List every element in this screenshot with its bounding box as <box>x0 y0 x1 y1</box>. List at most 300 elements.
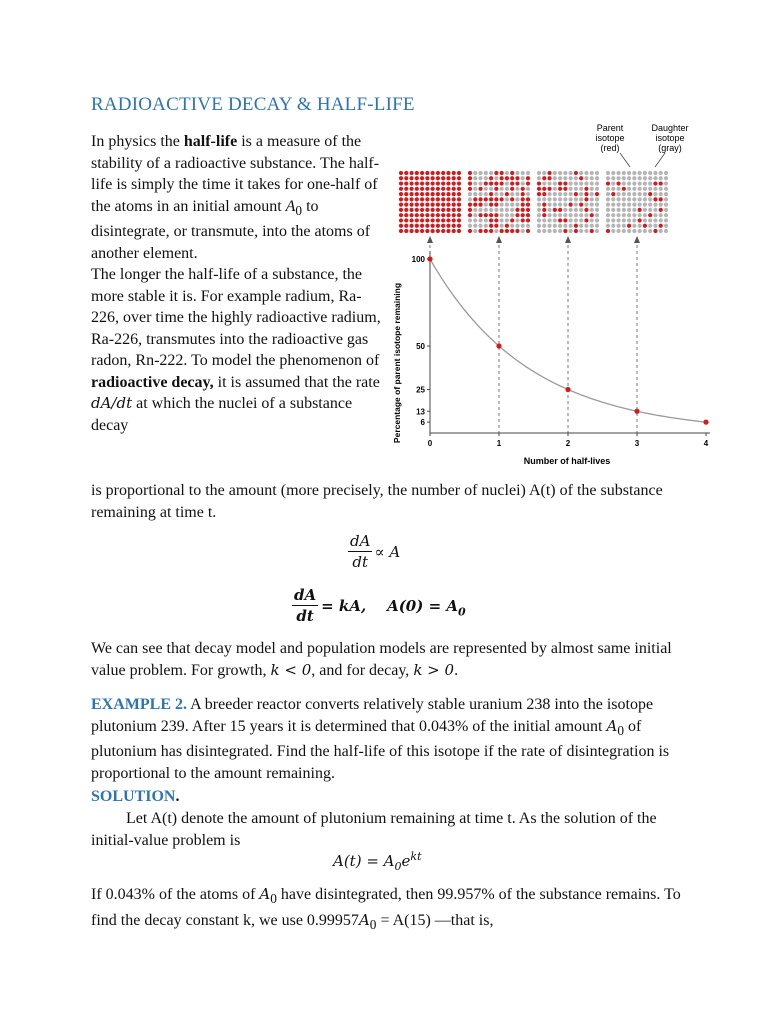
grid-dot <box>425 176 429 180</box>
grid-dot <box>584 187 588 191</box>
intro-text-3: to disintegrate, or transmute, into the atoms of another element. <box>91 197 371 262</box>
grid-dot <box>622 197 626 201</box>
grid-dot <box>595 203 599 207</box>
grid-dot <box>404 218 408 222</box>
grid-dot <box>632 181 636 185</box>
grid-dot <box>404 181 408 185</box>
grid-dot <box>622 187 626 191</box>
grid-dot <box>468 208 472 212</box>
grid-dot <box>574 218 578 222</box>
grid-dot <box>553 218 557 222</box>
eq1-denominator: dt <box>352 553 369 571</box>
grid-dot <box>579 197 583 201</box>
grid-dot <box>622 181 626 185</box>
grid-dot <box>505 208 509 212</box>
grid-dot <box>399 187 403 191</box>
grid-dot <box>547 181 551 185</box>
grid-dot <box>436 192 440 196</box>
grid-dot <box>569 192 573 196</box>
grid-dot <box>521 203 525 207</box>
grid-dot <box>606 208 610 212</box>
grid-dot <box>622 218 626 222</box>
grid-dot <box>622 176 626 180</box>
grid-dot <box>638 213 642 217</box>
grid-dot <box>606 187 610 191</box>
grid-dot <box>579 208 583 212</box>
grid-dot <box>473 224 477 228</box>
grid-dot <box>478 208 482 212</box>
grid-dot <box>627 192 631 196</box>
grid-dot <box>569 171 573 175</box>
grid-dot <box>616 176 620 180</box>
grid-dot <box>409 218 413 222</box>
eq1-fraction <box>348 532 372 571</box>
eq3-lhs: A(t) = A <box>333 852 395 870</box>
grid-dot <box>452 176 456 180</box>
grid-dot <box>659 213 663 217</box>
grid-dot <box>409 208 413 212</box>
grid-dot <box>574 181 578 185</box>
grid-dot <box>457 213 461 217</box>
grid-dot <box>632 208 636 212</box>
para3-text-2: , and for decay, <box>311 661 414 679</box>
grid-dot <box>563 171 567 175</box>
grid-dot <box>489 192 493 196</box>
grid-dot <box>553 176 557 180</box>
grid-dot <box>478 218 482 222</box>
grid-dot <box>574 208 578 212</box>
grid-dot <box>505 187 509 191</box>
grid-dot <box>425 229 429 233</box>
grid-dot <box>563 192 567 196</box>
grid-dot <box>569 203 573 207</box>
grid-dot <box>526 213 530 217</box>
grid-dot <box>489 213 493 217</box>
example-text-2: of plutonium has disintegrated. Find the half-life of this isotope if the rate of disintegration is proportional to the amount remaining. <box>91 717 670 782</box>
grid-dot <box>484 171 488 175</box>
y-tick-label-100: 100 <box>411 255 425 264</box>
grid-dot <box>653 213 657 217</box>
intro-a0-sub: 0 <box>295 202 303 218</box>
grid-dot <box>431 192 435 196</box>
grid-dot <box>542 229 546 233</box>
grid-dot <box>632 176 636 180</box>
x-tick-label-4: 4 <box>703 439 709 448</box>
grid-dot <box>425 203 429 207</box>
legend-daughter-line3: (gray) <box>658 143 682 153</box>
grid-dot <box>579 192 583 196</box>
intro-paragraph <box>91 131 381 436</box>
grid-dot <box>468 197 472 201</box>
grid-dot <box>446 187 450 191</box>
grid-dot <box>632 187 636 191</box>
grid-dot <box>537 197 541 201</box>
grid-dot <box>521 224 525 228</box>
grid-dot <box>404 197 408 201</box>
grid-dot <box>664 203 668 207</box>
grid-dot <box>648 181 652 185</box>
grid-dot <box>584 213 588 217</box>
grid-dot <box>431 171 435 175</box>
grid-dot <box>664 181 668 185</box>
grid-dot <box>653 197 657 201</box>
grid-dot <box>409 213 413 217</box>
grid-dot <box>526 181 530 185</box>
grid-dot <box>590 181 594 185</box>
grid-dot <box>521 187 525 191</box>
grid-dot <box>627 208 631 212</box>
grid-dot <box>553 197 557 201</box>
grid-dot <box>664 229 668 233</box>
grid-dot <box>553 224 557 228</box>
grid-dot <box>563 197 567 201</box>
x-tick-label-1: 1 <box>496 439 502 448</box>
grid-dot <box>431 197 435 201</box>
grid-dot <box>468 229 472 233</box>
grid-dot <box>431 229 435 233</box>
grid-dot <box>420 203 424 207</box>
grid-dot <box>558 176 562 180</box>
grid-dot <box>452 203 456 207</box>
grid-dot <box>468 181 472 185</box>
grid-dot <box>584 229 588 233</box>
grid-dot <box>425 192 429 196</box>
example-a0-sub: 0 <box>617 722 624 738</box>
eq1-numerator: dA <box>350 532 371 550</box>
grid-dot <box>420 229 424 233</box>
grid-dot <box>515 171 519 175</box>
grid-dot <box>584 208 588 212</box>
grid-dot <box>638 192 642 196</box>
grid-dot <box>484 181 488 185</box>
grid-dot <box>468 171 472 175</box>
grid-dot <box>473 187 477 191</box>
grid-dot <box>494 176 498 180</box>
grid-dot <box>500 176 504 180</box>
grid-dot <box>404 229 408 233</box>
grid-dot <box>468 203 472 207</box>
y-tick-label-6: 6 <box>420 418 425 428</box>
grid-dot <box>664 176 668 180</box>
grid-dot <box>415 208 419 212</box>
eq2-rhs: = kA, A(0) = A <box>321 596 458 615</box>
grid-dot <box>420 224 424 228</box>
grid-dot <box>659 192 663 196</box>
grid-dot <box>452 208 456 212</box>
grid-dot <box>521 197 525 201</box>
grid-dot <box>457 171 461 175</box>
grid-dot <box>611 203 615 207</box>
grid-dot <box>484 203 488 207</box>
grid-dot <box>606 197 610 201</box>
grid-dot <box>510 218 514 222</box>
grid-dot <box>494 208 498 212</box>
grid-dot <box>569 187 573 191</box>
grid-dot <box>409 171 413 175</box>
grid-dot <box>627 181 631 185</box>
legend-parent-line3: (red) <box>600 143 620 153</box>
grid-dot <box>510 181 514 185</box>
grid-dot <box>431 176 435 180</box>
grid-dot <box>526 208 530 212</box>
grid-dot <box>489 176 493 180</box>
grid-dot <box>425 171 429 175</box>
grid-dot <box>526 224 530 228</box>
grid-dot <box>569 176 573 180</box>
legend-daughter-line1: Daughter <box>651 123 689 133</box>
grid-dot <box>468 213 472 217</box>
grid-dot <box>574 171 578 175</box>
grid-dot <box>553 213 557 217</box>
legend-daughter-line2: isotope <box>655 133 685 143</box>
grid-dot <box>648 218 652 222</box>
data-point-1 <box>496 343 501 348</box>
grid-dot <box>510 203 514 207</box>
grid-dot <box>595 218 599 222</box>
grid-dot <box>653 176 657 180</box>
grid-dot <box>595 192 599 196</box>
grid-dot <box>500 218 504 222</box>
grid-dot <box>659 187 663 191</box>
grid-dot <box>500 224 504 228</box>
grid-dot <box>606 171 610 175</box>
eq2-sub: 0 <box>458 605 466 619</box>
grid-dot <box>478 213 482 217</box>
last-text-1: If 0.043% of the atoms of <box>91 886 260 903</box>
grid-dot <box>425 218 429 222</box>
grid-dot <box>664 197 668 201</box>
grid-dot <box>584 203 588 207</box>
grid-dot <box>415 171 419 175</box>
grid-dot <box>500 203 504 207</box>
grid-dot <box>622 171 626 175</box>
grid-dot <box>632 171 636 175</box>
grid-dot <box>515 229 519 233</box>
grid-dot <box>590 197 594 201</box>
grid-dot <box>611 208 615 212</box>
grid-dot <box>489 187 493 191</box>
grid-dot <box>611 171 615 175</box>
grid-dot <box>606 213 610 217</box>
grid-dot <box>616 224 620 228</box>
grid-dot <box>606 192 610 196</box>
grid-dot <box>515 176 519 180</box>
grid-dot <box>436 181 440 185</box>
arrow-head-0 <box>427 236 433 243</box>
grid-dot <box>446 218 450 222</box>
grid-dot <box>579 213 583 217</box>
grid-dot <box>659 197 663 201</box>
grid-dot <box>574 187 578 191</box>
grid-dot <box>399 224 403 228</box>
grid-dot <box>648 171 652 175</box>
grid-dot <box>409 224 413 228</box>
grid-dot <box>553 229 557 233</box>
grid-dot <box>627 171 631 175</box>
grid-dot <box>446 181 450 185</box>
grid-dot <box>584 176 588 180</box>
grid-dot <box>457 192 461 196</box>
grid-dot <box>595 229 599 233</box>
grid-dot <box>616 218 620 222</box>
last-a0: A <box>259 885 271 903</box>
page-title: RADIOACTIVE DECAY & HALF-LIFE <box>91 94 415 115</box>
grid-dot <box>399 197 403 201</box>
grid-dot <box>399 181 403 185</box>
grid-dot <box>558 203 562 207</box>
grid-dot <box>500 181 504 185</box>
grid-dot <box>484 197 488 201</box>
eq1-rhs: ∝ A <box>374 542 401 561</box>
grid-dot <box>606 218 610 222</box>
grid-dot <box>574 176 578 180</box>
grid-dot <box>632 213 636 217</box>
grid-dot <box>653 218 657 222</box>
grid-dot <box>542 176 546 180</box>
grid-dot <box>452 213 456 217</box>
y-tick-label-25: 25 <box>416 385 425 395</box>
grid-dot <box>648 208 652 212</box>
grid-dot <box>627 203 631 207</box>
eq2-denominator: dt <box>296 607 314 625</box>
solution-paragraph <box>91 808 691 851</box>
grid-dot <box>611 218 615 222</box>
grid-dot <box>441 224 445 228</box>
grid-dot <box>558 218 562 222</box>
grid-dot <box>510 187 514 191</box>
grid-dot <box>473 171 477 175</box>
grid-dot <box>627 229 631 233</box>
para3-text-3: . <box>454 661 459 679</box>
grid-dot <box>542 213 546 217</box>
grid-dot <box>653 171 657 175</box>
grid-dot <box>436 213 440 217</box>
eq3-sub: 0 <box>394 860 402 873</box>
grid-dot <box>569 181 573 185</box>
grid-dot <box>643 224 647 228</box>
grid-dot <box>526 218 530 222</box>
grid-dot <box>664 208 668 212</box>
arrow-head-2 <box>565 236 571 243</box>
grid-dot <box>643 192 647 196</box>
grid-dot <box>547 229 551 233</box>
grid-dot <box>446 197 450 201</box>
grid-dot <box>553 181 557 185</box>
isotope-grid-0 <box>399 171 461 233</box>
grid-dot <box>441 213 445 217</box>
grid-dot <box>404 187 408 191</box>
grid-dot <box>579 176 583 180</box>
grid-dot <box>425 208 429 212</box>
grid-dot <box>399 213 403 217</box>
example-label: EXAMPLE 2. <box>91 696 187 713</box>
grid-dot <box>659 203 663 207</box>
grid-dot <box>409 181 413 185</box>
grid-dot <box>595 181 599 185</box>
grid-dot <box>505 224 509 228</box>
grid-dot <box>526 197 530 201</box>
grid-dot <box>574 224 578 228</box>
x-tick-label-2: 2 <box>565 439 571 448</box>
grid-dot <box>510 229 514 233</box>
grid-dot <box>616 187 620 191</box>
last-text-2: have disintegrated, then 99.957% of the substance remains. To find the decay constant k, we use 0.99957 <box>91 886 681 929</box>
grid-dot <box>616 203 620 207</box>
grid-dot <box>500 171 504 175</box>
grid-dot <box>478 224 482 228</box>
grid-dot <box>553 192 557 196</box>
grid-dot <box>515 181 519 185</box>
grid-dot <box>648 192 652 196</box>
grid-dot <box>473 218 477 222</box>
grid-dot <box>457 176 461 180</box>
grid-dot <box>399 229 403 233</box>
y-axis-label: Percentage of parent isotope remaining <box>392 282 402 444</box>
grid-dot <box>643 197 647 201</box>
grid-dot <box>653 224 657 228</box>
grid-dot <box>616 171 620 175</box>
grid-dot <box>431 218 435 222</box>
grid-dot <box>436 187 440 191</box>
data-point-0 <box>427 256 432 261</box>
grid-dot <box>648 187 652 191</box>
grid-dot <box>653 203 657 207</box>
plot-area <box>412 251 710 448</box>
grid-dot <box>547 213 551 217</box>
grid-dot <box>478 171 482 175</box>
grid-dot <box>452 171 456 175</box>
grid-dot <box>632 224 636 228</box>
last-a0b-sub: 0 <box>369 916 377 932</box>
grid-dot <box>489 218 493 222</box>
grid-dot <box>510 213 514 217</box>
grid-dot <box>473 203 477 207</box>
grid-dot <box>415 181 419 185</box>
grid-dot <box>404 171 408 175</box>
grid-dot <box>415 229 419 233</box>
grid-dot <box>611 192 615 196</box>
equation-solution <box>333 850 422 873</box>
eq3-exponent: kt <box>410 850 422 863</box>
grid-dot <box>547 208 551 212</box>
grid-dot <box>574 213 578 217</box>
grid-dot <box>510 192 514 196</box>
grid-dot <box>409 197 413 201</box>
grid-dot <box>627 176 631 180</box>
data-point-2 <box>565 387 570 392</box>
grid-dot <box>415 213 419 217</box>
grid-dot <box>457 181 461 185</box>
grid-dot <box>542 218 546 222</box>
grid-dot <box>627 218 631 222</box>
grid-dot <box>664 213 668 217</box>
isotope-grids <box>399 171 668 233</box>
grid-dot <box>606 224 610 228</box>
grid-dot <box>457 197 461 201</box>
grid-dot <box>632 192 636 196</box>
grid-dot <box>622 208 626 212</box>
grid-dot <box>446 208 450 212</box>
grid-dot <box>653 181 657 185</box>
grid-dot <box>574 229 578 233</box>
grid-dot <box>420 213 424 217</box>
grid-dot <box>579 187 583 191</box>
grid-dot <box>542 197 546 201</box>
grid-dot <box>420 187 424 191</box>
grid-dot <box>484 192 488 196</box>
grid-dot <box>542 192 546 196</box>
grid-dot <box>526 192 530 196</box>
